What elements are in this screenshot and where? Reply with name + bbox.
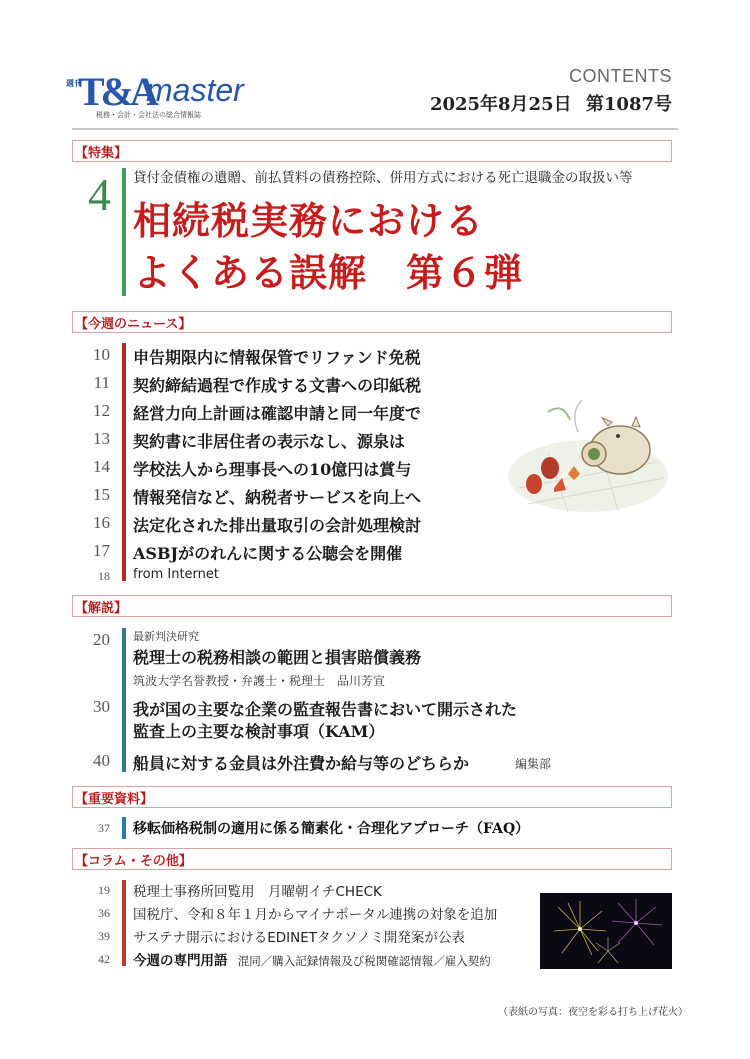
- logo-brand: T&A: [78, 69, 155, 114]
- commentary-bar: [122, 628, 126, 772]
- feature-bar: [122, 168, 126, 296]
- feature-title-line2: よくある誤解 第６弾: [133, 251, 524, 295]
- cover-caption: （表紙の写真：夜空を彩る打ち上げ花火）: [498, 1007, 688, 1018]
- commentary-title[interactable]: 我が国の主要な企業の監査報告書において開示された: [133, 700, 518, 719]
- news-item[interactable]: 経営力向上計画は確認申請と同一年度で: [133, 404, 422, 423]
- news-page: 14: [93, 457, 110, 476]
- column-item[interactable]: [133, 880, 382, 900]
- section-feature-label: 【特集】: [75, 146, 128, 161]
- column-page: 36: [98, 906, 110, 920]
- column-item[interactable]: [133, 949, 491, 969]
- news-page: 11: [93, 373, 110, 392]
- issue-date: 2025年8月25日: [429, 94, 572, 115]
- section-materials: [72, 786, 672, 808]
- commentary-title[interactable]: 船員に対する金員は外注費か給与等のどちらか: [133, 754, 470, 773]
- news-item[interactable]: 法定化された排出量取引の会計処理検討: [133, 516, 422, 535]
- commentary-page: 40: [93, 751, 110, 770]
- column-title: 今週の専門用語: [133, 953, 228, 969]
- news-item[interactable]: ASBJがのれんに関する公聴会を開催: [133, 544, 403, 563]
- materials-page: 37: [98, 821, 110, 835]
- news-item[interactable]: 契約書に非居住者の表示なし、源泉は: [133, 432, 406, 451]
- section-columns-label: 【コラム・その他】: [75, 854, 192, 869]
- column-page: 42: [98, 952, 110, 966]
- section-feature: [72, 140, 672, 162]
- logo-tagline: 税務・会計・会社法の総合情報誌: [96, 111, 201, 119]
- commentary-title-line2[interactable]: 監査上の主要な検討事項（KAM）: [133, 722, 385, 741]
- weekly-label: 週刊: [66, 79, 82, 88]
- materials-title[interactable]: 移転価格税制の適用に係る簡素化・合理化アプローチ（FAQ）: [133, 821, 530, 837]
- logo-master: master: [146, 72, 244, 108]
- commentary-kicker: 最新判決研究: [133, 630, 199, 643]
- news-item[interactable]: 申告期限内に情報保管でリファンド免税: [133, 348, 421, 367]
- header-rule: [72, 128, 678, 130]
- section-materials-label: 【重要資料】: [75, 792, 154, 807]
- mosquito-pig-illustration: [508, 392, 668, 516]
- news-bar: [122, 343, 126, 581]
- news-extra[interactable]: from Internet: [133, 567, 220, 582]
- section-news: [72, 311, 672, 333]
- feature-title-line1: 相続税実務における: [133, 199, 485, 243]
- commentary-page: 20: [93, 630, 110, 649]
- commentary-author: 筑波大学名誉教授・弁護士・税理士 品川芳宣: [133, 674, 386, 688]
- commentary-author: 編集部: [515, 757, 552, 771]
- column-title: 国税庁、令和８年１月からマイナポータル連携の対象を追加: [133, 907, 498, 923]
- news-page: 17: [93, 541, 110, 560]
- column-title: サステナ開示におけるEDINETタクソノミ開発案が公表: [133, 930, 465, 946]
- column-item[interactable]: [133, 926, 465, 946]
- column-title: 税理士事務所回覧用 月曜朝イチCHECK: [133, 884, 382, 900]
- column-page: 39: [98, 929, 110, 943]
- commentary-title[interactable]: 税理士の税務相談の範囲と損害賠償義務: [133, 648, 422, 667]
- news-page: 12: [93, 401, 110, 420]
- news-page: 13: [93, 429, 110, 448]
- news-page: 16: [93, 513, 110, 532]
- issue-number: 第1087号: [585, 94, 672, 115]
- news-item[interactable]: 学校法人から理事長への10億円は賞与: [133, 460, 412, 479]
- section-commentary-label: 【解説】: [75, 601, 128, 616]
- column-item[interactable]: [133, 903, 497, 923]
- materials-bar: [122, 817, 126, 839]
- news-item[interactable]: 契約締結過程で作成する文書への印紙税: [133, 376, 422, 395]
- news-item[interactable]: 情報発信など、納税者サービスを向上へ: [133, 488, 422, 507]
- news-page: 10: [93, 345, 110, 364]
- section-commentary: [72, 595, 672, 617]
- columns-bar: [122, 880, 126, 966]
- column-detail: 混同／購入記録情報及び税関確認情報／雇入契約: [237, 954, 491, 968]
- section-columns: [72, 848, 672, 870]
- feature-subtitle: 貸付金債権の遺贈、前払賃料の債務控除、併用方式における死亡退職金の取扱い等: [133, 170, 633, 186]
- feature-page: 4: [88, 169, 111, 220]
- contents-label: CONTENTS: [569, 66, 672, 86]
- fireworks-photo: [540, 893, 672, 969]
- commentary-page: 30: [93, 697, 110, 716]
- news-extra-page: 18: [98, 569, 110, 583]
- column-page: 19: [98, 883, 110, 897]
- issue-info: [430, 90, 672, 116]
- section-news-label: 【今週のニュース】: [75, 317, 192, 332]
- masthead-logo: [66, 70, 266, 128]
- news-page: 15: [93, 485, 110, 504]
